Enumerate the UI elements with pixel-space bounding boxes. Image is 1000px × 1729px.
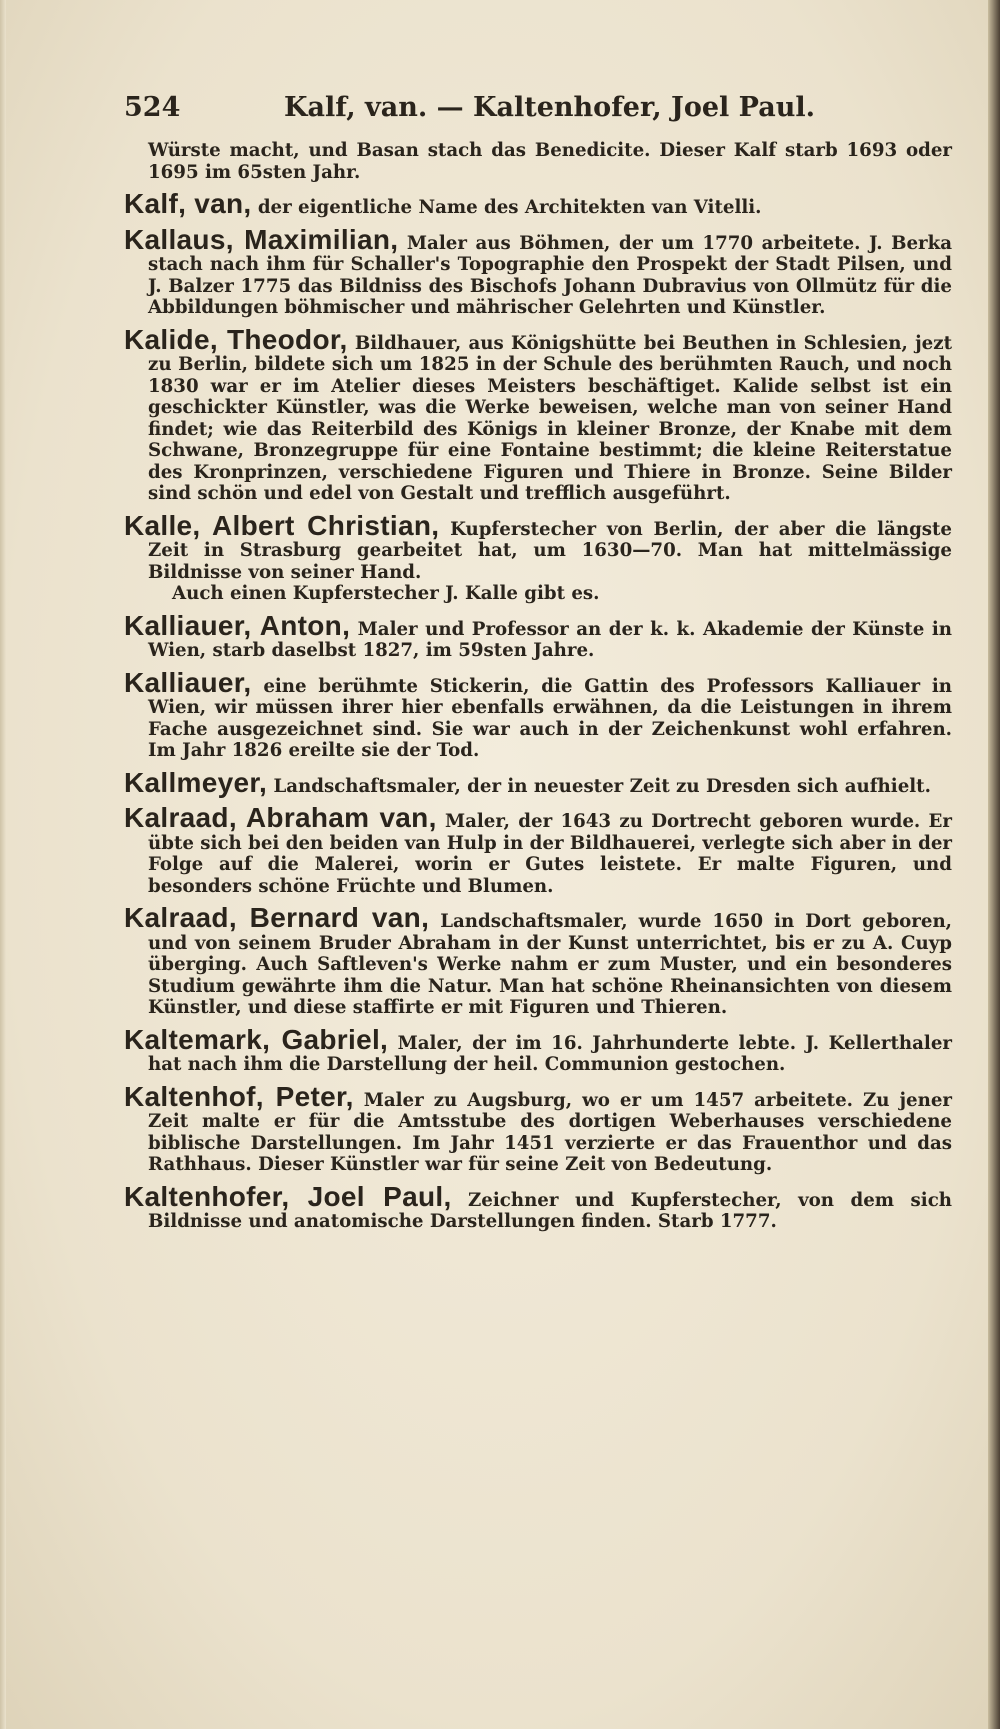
entry-kalide [124, 323, 952, 505]
running-head [124, 92, 904, 128]
page-binding-shadow [988, 0, 1000, 1729]
entry-kalliauer [124, 666, 952, 762]
headword: Kalraad, Bernard van, [124, 902, 430, 933]
entry-kalf [124, 188, 952, 219]
entry-kalliauer-anton [124, 609, 952, 662]
entry-note: Auch einen Kupferstecher J. Kalle gibt es. [172, 583, 600, 604]
headword: Kaltemark, Gabriel, [124, 1023, 389, 1055]
entry-text: der eigentliche Name des Architekten van Vitelli. [257, 197, 762, 218]
headword: Kalliauer, Anton, [124, 609, 351, 641]
text-block [124, 140, 952, 1243]
running-head-title: Kalf, van. — Kaltenhofer, Joel Paul. [284, 92, 816, 123]
entry-kallmeyer [124, 766, 952, 798]
entry-text: Maler und Professor an der k. k. Akademie der Künste in Wien, starb daselbst 1827, im 59sten Jahre. [148, 618, 952, 661]
continuation-paragraph: Würste macht, und Basan stach das Benedicite. Dieser Kalf starb 1693 oder 1695 im 65sten Jahr. [148, 140, 952, 183]
headword: Kalide, Theodor, [124, 323, 348, 355]
entry-text: Maler aus Böhmen, der um 1770 arbeitete. J. Berka stach nach ihm für Schaller's Topographie den Prospekt der Stadt Pilsen, und J. Balzer 1775 das Bildniss des Bischofs Johann Dubravius von Ollmütz für die Abbildungen böhmischer und mährischer Gelehrten und Künstler. [148, 232, 952, 318]
headword: Kallaus, Maximilian, [124, 223, 399, 255]
entry-text: Maler, der im 16. Jahrhunderte lebte. J. Kellerthaler hat nach ihm die Darstellung der heil. Communion gestochen. [148, 1032, 952, 1075]
headword: Kalliauer, [124, 666, 252, 698]
entry-text: Kupferstecher von Berlin, der aber die längste Zeit in Strasburg gearbeitet hat, um 1630—70. Man hat mittelmässige Bildnisse von seiner Hand. [148, 518, 953, 583]
entry-text: Maler, der 1643 zu Dortrecht geboren wurde. Er übte sich bei den beiden van Hulp in der Bildhauerei, verlegte sich aber in der Folge auf die Malerei, worin er Gutes leistete. Er malte Figuren, und besonders schöne Früchte und Blumen. [148, 811, 952, 897]
headword: Kalf, van, [124, 188, 252, 219]
page-number: 524 [124, 92, 181, 123]
headword: Kalle, Albert Christian, [124, 509, 440, 541]
entry-text: eine berühmte Stickerin, die Gattin des Professors Kalliauer in Wien, wir müssen ihrer hier ebenfalls erwähnen, da die Leistungen in ihrem Fache ausgezeichnet sind. Sie war auch in der Zeichenkunst wohl erfahren. Im Jahr 1826 ereilte sie der Tod. [148, 675, 952, 761]
headword: Kallmeyer, [124, 766, 268, 798]
entry-text: Maler zu Augsburg, wo er um 1457 arbeitete. Zu jener Zeit malte er für die Amtsstube des dortigen Weberhauses verschiedene biblische Darstellungen. Im Jahr 1451 verzierte er das Frauenthor und das Rathhaus. Dieser Künstler war für seine Zeit von Bedeutung. [148, 1089, 952, 1175]
entry-kaltemark [124, 1023, 952, 1076]
entry-text: Bildhauer, aus Königshütte bei Beuthen in Schlesien, jezt zu Berlin, bildete sich um 1825 in der Schule des berühmten Rauch, und noch 1830 war er im Atelier dieses Meisters beschäftiget. Kalide selbst ist ein geschickter Künstler, was die Werke beweisen, welche man von seiner Hand findet; wie das Reiterbild des Königs in kleiner Bronze, der Knabe mit dem Schwane, Bronzegruppe für eine Fontaine bestimmt; die kleine Reiterstatue des Kronprinzen, verschiedene Figuren und Thiere in Bronze. Seine Bilder sind schön und edel von Gestalt und trefflich ausgeführt. [148, 332, 952, 504]
headword: Kalraad, Abraham van, [124, 802, 437, 833]
entry-kalraad-abraham [124, 802, 952, 897]
headword: Kaltenhofer, Joel Paul, [124, 1180, 452, 1212]
entry-kallaus [124, 223, 952, 319]
entry-text: Landschaftsmaler, wurde 1650 in Dort geboren, und von seinem Bruder Abraham in der Kunst unterrichtet, bis er zu A. Cuyp überging. Auch Saftleven's Werke nahm er zum Muster, und ein besonderes Studium gewährte ihm die Natur. Man hat schöne Rheinansichten von diesem Künstler, und diese staffirte er mit Figuren und Thieren. [148, 911, 952, 1018]
page-left-edge [0, 0, 6, 1729]
entry-kaltenhof [124, 1080, 952, 1176]
entry-text: Zeichner und Kupferstecher, von dem sich Bildnisse und anatomische Darstellungen finden. Starb 1777. [148, 1189, 952, 1232]
entry-kalraad-bernard [124, 902, 952, 1019]
entry-text: Landschaftsmaler, der in neuester Zeit zu Dresden sich aufhielt. [273, 775, 931, 797]
headword: Kaltenhof, Peter, [124, 1080, 354, 1112]
entry-kalle [124, 509, 953, 605]
entry-kaltenhofer [124, 1180, 952, 1233]
